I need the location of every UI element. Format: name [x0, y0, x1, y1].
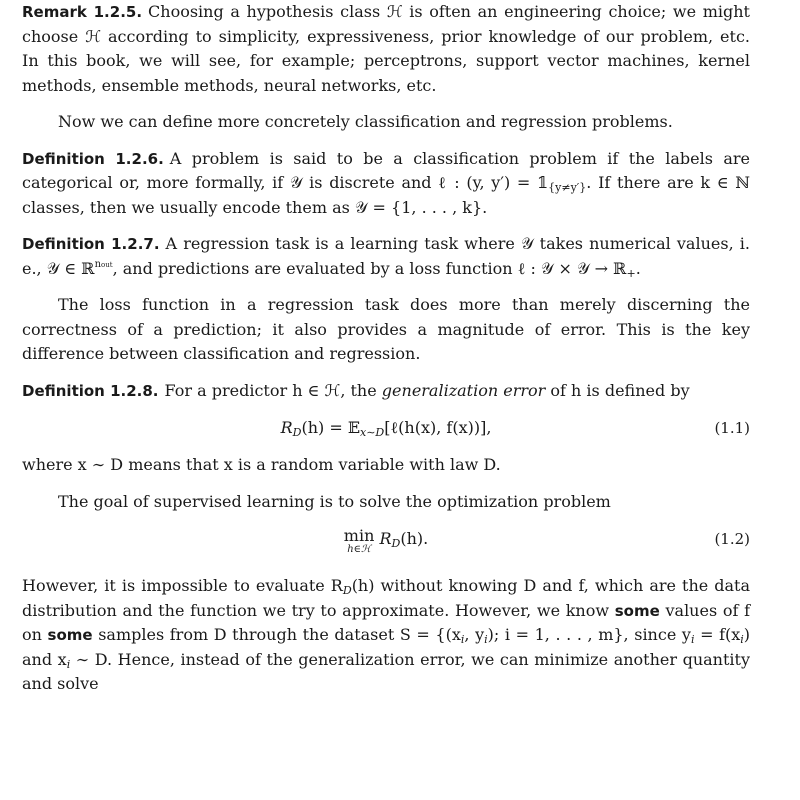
remark-text: Choosing a hypothesis class ℋ is often an engineering choice; we might choose ℋ according to simplicity, expressiveness, prior knowledge of our problem, etc. In this book, we will see, for example; perceptrons, support vector machines, kernel methods, ensemble methods, neural networks, etc.	[22, 2, 750, 95]
paragraph-define: Now we can define more concretely classification and regression problems.	[58, 112, 673, 131]
paragraph-loss: The loss function in a regression task does more than merely discerning the correctness of a prediction; it also provides a magnitude of error. This is the key difference between classification and regression.	[22, 295, 750, 363]
text-run: = f(x	[694, 625, 741, 644]
subscript: i	[460, 633, 465, 646]
min-subscript: h∈ℋ	[347, 544, 371, 555]
paragraph-where: where x ∼ D means that x is a random variable with law D.	[22, 455, 501, 474]
min-operator	[344, 527, 375, 555]
definition-text: .	[635, 258, 641, 278]
equation-number: (1.2)	[714, 530, 750, 548]
remark-1-2-5	[22, 0, 750, 98]
definition-text: , and predictions are evaluated by a loss function ℓ : 𝒴 × 𝒴 → ℝ	[112, 258, 627, 278]
equation-number: (1.1)	[714, 419, 750, 437]
min-text: min	[343, 526, 375, 545]
definition-label: Definition 1.2.8.	[22, 381, 159, 400]
eq-body-subscript: D	[391, 537, 401, 550]
equation-1-1	[22, 413, 750, 443]
bold-text: some	[47, 626, 93, 644]
definition-text: A regression task is a learning task where 𝒴 takes numerical values, i. e., 𝒴 ∈ ℝ	[22, 234, 750, 278]
subscript: i	[740, 633, 744, 646]
emphasis: generalization error	[381, 380, 546, 400]
text-run: ) and x	[22, 625, 751, 669]
eq-rhs: [ℓ(h(x), f(x))],	[384, 418, 492, 437]
paragraph-final	[22, 574, 750, 697]
subscript: i	[484, 633, 488, 646]
equation-body	[22, 416, 750, 441]
remark-label: Remark 1.2.5.	[22, 3, 143, 21]
exponent	[95, 259, 113, 270]
definition-text: of h is defined by	[550, 380, 690, 400]
text-run: samples from D through the dataset S = {(x	[98, 625, 461, 644]
indicator-subscript: {y≠y′}	[548, 181, 587, 194]
exponent-base: n	[94, 258, 102, 270]
subscript: i	[690, 633, 695, 646]
definition-label: Definition 1.2.7.	[22, 235, 160, 253]
definition-label: Definition 1.2.6.	[22, 149, 164, 168]
text-run: (h) without knowing D and f, which are the data distribution and the function we try to approximate. However, we know	[22, 576, 751, 620]
text-run: , y	[464, 625, 485, 644]
definition-1-2-7	[22, 232, 750, 281]
definition-text: A problem is said to be a classification problem if the labels are categorical or, more formally, if 𝒴 is discrete and ℓ : (y, y′) = 𝟙	[22, 148, 750, 192]
eq-lhs-subscript: D	[292, 426, 302, 439]
eq-lhs: R	[280, 418, 293, 437]
definition-text: For a predictor h ∈ ℋ, the	[164, 380, 377, 400]
bold-text: some	[614, 601, 660, 620]
eq-body-R: R	[379, 529, 392, 548]
text-run: ); i = 1, . . . , m}, since y	[487, 625, 691, 644]
definition-1-2-8	[22, 379, 750, 404]
text-run: ∼ D. Hence, instead of the generalization error, we can minimize another quantity and solve	[22, 649, 751, 693]
eq-body-tail: (h).	[400, 529, 429, 548]
subscript: i	[66, 657, 71, 671]
paragraph-goal: The goal of supervised learning is to solve the optimization problem	[58, 491, 611, 511]
definition-text: . If there are k ∈ ℕ classes, then we usually encode them as 𝒴 = {1, . . . , k}.	[22, 173, 751, 217]
exponent-subscript: out	[101, 260, 113, 269]
definition-1-2-6	[22, 147, 750, 221]
equation-body	[22, 527, 750, 555]
expectation-subscript: x∼D	[360, 426, 385, 439]
text-run: However, it is impossible to evaluate R	[22, 576, 343, 595]
equation-1-2	[22, 524, 750, 564]
subscript: D	[342, 584, 352, 597]
plus-subscript: +	[626, 266, 636, 280]
eq-mid: (h) = 𝔼	[301, 418, 361, 437]
text-run: values of f on	[22, 600, 750, 644]
